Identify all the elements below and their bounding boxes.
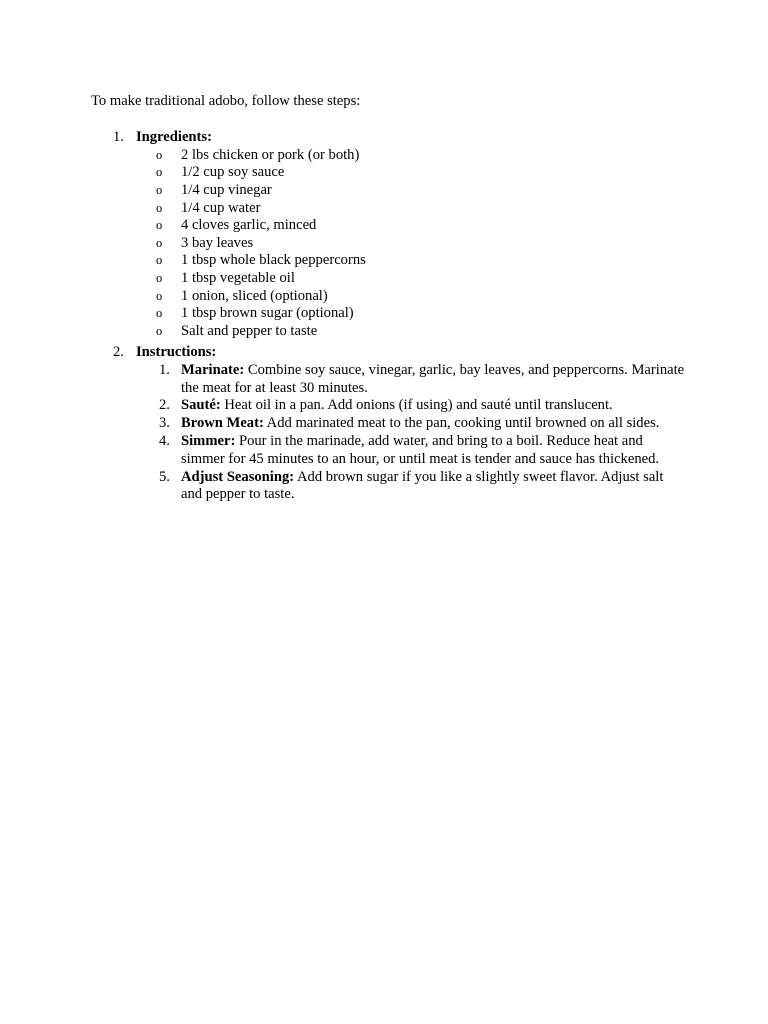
step-label: Simmer: [181,432,236,449]
bullet-marker: o [156,306,163,321]
step-text: Pour in the marinade, add water, and bring to a boil. Reduce heat and simmer for 45 minutes to an hour, or until meat is tender and sauce has thickened. [181,432,660,467]
step-number: 2. [159,397,170,414]
step-label: Brown Meat: [181,415,264,432]
list-item [0,415,686,433]
ingredients-section [0,129,768,340]
ingredient-text: 1 tbsp whole black peppercorns [181,252,366,269]
list-item [0,252,768,270]
bullet-marker: o [156,270,163,285]
section-number: 2. [113,344,124,360]
step-number: 3. [159,415,170,432]
list-item [0,469,686,505]
bullet-marker: o [156,253,163,268]
instructions-heading [0,344,768,362]
section-title: Instructions: [136,344,217,360]
list-item [0,235,768,253]
bullet-marker: o [156,235,163,250]
step-label: Sauté: [181,397,221,414]
step-label: Marinate: [181,361,245,378]
ingredient-text: 4 cloves garlic, minced [181,217,317,234]
list-item [0,433,686,469]
step-text: Add marinated meat to the pan, cooking until browned on all sides. [266,415,660,432]
list-item [0,147,768,165]
list-item [0,164,768,182]
list-item [0,362,686,398]
bullet-marker: o [156,182,163,197]
section-title: Ingredients: [136,129,212,145]
step-number: 5. [159,468,170,485]
list-item [0,305,768,323]
ingredient-text: 1/2 cup soy sauce [181,164,285,181]
ingredients-list [0,147,768,341]
bullet-marker: o [156,200,163,215]
ingredient-text: 1 onion, sliced (optional) [181,287,328,304]
bullet-marker: o [156,288,163,303]
section-number: 1. [113,129,124,145]
list-item [0,217,768,235]
intro-text: To make traditional adobo, follow these steps: [91,93,361,109]
bullet-marker: o [156,147,163,162]
list-item [0,288,768,306]
list-item [0,182,768,200]
step-number: 4. [159,432,170,449]
list-item [0,397,686,415]
instructions-list [0,362,768,504]
instructions-section [0,344,768,504]
list-item [0,200,768,218]
bullet-marker: o [156,218,163,233]
step-text: Combine soy sauce, vinegar, garlic, bay leaves, and peppercorns. Marinate the meat for at least 30 minutes. [181,361,685,396]
ingredient-text: Salt and pepper to taste [181,322,318,339]
list-item [0,270,768,288]
ingredients-heading [0,129,768,147]
bullet-marker: o [156,323,163,338]
step-label: Adjust Seasoning: [181,468,295,485]
ingredient-text: 1 tbsp vegetable oil [181,269,295,286]
ingredient-text: 2 lbs chicken or pork (or both) [181,146,360,163]
step-number: 1. [159,361,170,378]
ingredient-text: 1/4 cup vinegar [181,181,272,198]
ingredient-text: 1/4 cup water [181,199,261,216]
list-item [0,323,768,341]
ingredient-text: 1 tbsp brown sugar (optional) [181,305,354,322]
step-text: Heat oil in a pan. Add onions (if using) and sauté until translucent. [224,397,613,414]
ingredient-text: 3 bay leaves [181,234,254,251]
bullet-marker: o [156,165,163,180]
step-text: Add brown sugar if you like a slightly sweet flavor. Adjust salt and pepper to taste. [181,468,664,503]
